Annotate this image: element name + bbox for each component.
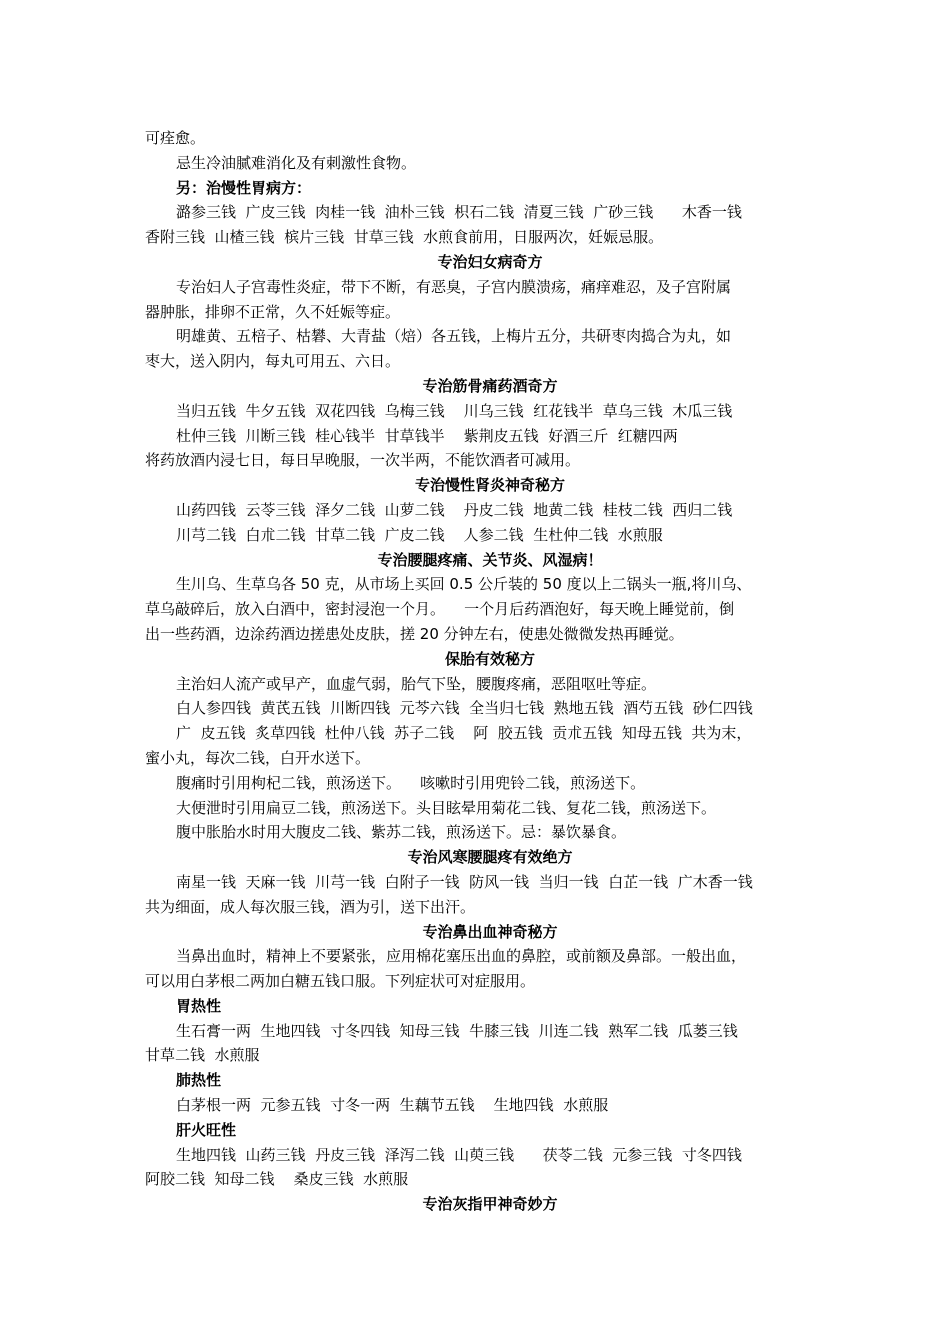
subheading: 胃热性: [176, 996, 222, 1015]
section-heading: 保胎有效秘方: [444, 649, 535, 668]
text-line: 生地四钱 山药三钱 丹皮三钱 泽泻二钱 山萸三钱 茯苓二钱 元参三钱 寸冬四钱: [176, 1145, 742, 1164]
text-line: 将药放酒内浸七日，每日早晚服，一次半两，不能饮酒者可减用。: [145, 451, 581, 470]
subheading: 肺热性: [176, 1071, 222, 1090]
text-line: 阿胶二钱 知母二钱 桑皮三钱 水煎服: [145, 1170, 409, 1189]
section-heading: 专治筋骨痛药酒奇方: [422, 376, 558, 395]
subheading: 另：治慢性胃病方：: [176, 178, 312, 197]
text-line: 甘草二钱 水煎服: [145, 1046, 260, 1065]
text-line: 潞参三钱 广皮三钱 肉桂一钱 油朴三钱 枳石二钱 清夏三钱 广砂三钱 木香一钱: [176, 203, 742, 222]
text-line: 草乌敲碎后，放入白酒中，密封浸泡一个月。 一个月后药酒泡好，每天晚上睡觉前，倒: [145, 600, 735, 619]
text-line: 专治妇人子宫毒性炎症，带下不断，有恶臭，子宫内膜溃疡，痛痒难忍，及子宫附属: [176, 277, 732, 296]
text-line: 器肿胀，排卵不正常，久不妊娠等症。: [145, 302, 401, 321]
text-line: 生川乌、生草乌各 50 克，从市场上买回 0.5 公斤装的 50 度以上二锅头一瓶,将川乌、: [176, 575, 752, 594]
text-line: 腹中胀胎水时用大腹皮二钱、紫苏二钱，煎汤送下。忌：暴饮暴食。: [176, 823, 627, 842]
section-heading: 专治鼻出血神奇秘方: [422, 922, 558, 941]
text-line: 可痊愈。: [145, 129, 206, 147]
text-line: 杜仲三钱 川断三钱 桂心钱半 甘草钱半 紫荆皮五钱 好酒三斤 红糖四两: [176, 426, 678, 445]
text-line: 主治妇人流产或早产，血虚气弱，胎气下坠，腰腹疼痛，恶阻呕吐等症。: [176, 674, 657, 693]
text-line: 腹痛时引用枸杞二钱，煎汤送下。 咳嗽时引用兜铃二钱，煎汤送下。: [176, 773, 646, 792]
text-line: 山药四钱 云苓三钱 泽夕二钱 山萝二钱 丹皮二钱 地黄二钱 桂枝二钱 西归二钱: [176, 500, 733, 519]
text-line: 枣大，送入阴内，每丸可用五、六日。: [145, 352, 401, 371]
text-line: 生石膏一两 生地四钱 寸冬四钱 知母三钱 牛膝三钱 川连二钱 熟军二钱 瓜蒌三钱: [176, 1021, 738, 1040]
text-line: 可以用白茅根二两加白糖五钱口服。下列症状可对症服用。: [145, 972, 536, 991]
text-line: 当鼻出血时，精神上不要紧张，应用棉花塞压出血的鼻腔，或前额及鼻部。一般出血，: [176, 947, 747, 966]
text-line: 白人参四钱 黄芪五钱 川断四钱 元芩六钱 全当归七钱 熟地五钱 酒芍五钱 砂仁四钱: [176, 699, 753, 718]
text-line: 大便泄时引用扁豆二钱，煎汤送下。头目眩晕用菊花二钱、复花二钱，煎汤送下。: [176, 798, 717, 817]
text-line: 出一些药酒，边涂药酒边搓患处皮肤，搓 20 分钟左右，使患处微微发热再睡觉。: [145, 624, 684, 643]
document-body: [0, 126, 950, 1217]
text-line: 蜜小丸，每次二钱，白开水送下。: [145, 748, 371, 767]
text-line: 川芎二钱 白朮二钱 甘草二钱 广皮二钱 人参二钱 生杜仲二钱 水煎服: [176, 525, 663, 544]
text-line: 明雄黄、五棓子、枯礬、大青盐（焙）各五钱，上梅片五分，共研枣肉捣合为丸，如: [176, 327, 732, 346]
text-line: 香附三钱 山楂三钱 槟片三钱 甘草三钱 水煎食前用，日服两次，妊娠忌服。: [145, 228, 664, 247]
section-heading: 专治腰腿疼痛、关节炎、风湿病！: [377, 550, 603, 569]
text-line: 白茅根一两 元参五钱 寸冬一两 生藕节五钱 生地四钱 水煎服: [176, 1096, 609, 1115]
section-heading: 专治灰指甲神奇妙方: [422, 1195, 558, 1214]
text-line: 忌生冷油腻难消化及有刺激性食物。: [176, 153, 417, 172]
section-heading: 专治风寒腰腿疼有效绝方: [407, 848, 573, 867]
text-line: 南星一钱 天麻一钱 川芎一钱 白附子一钱 防风一钱 当归一钱 白芷一钱 广木香一钱: [176, 872, 753, 891]
text-line: 共为细面，成人每次服三钱，酒为引，送下出汗。: [145, 897, 476, 916]
section-heading: 专治妇女病奇方: [437, 252, 543, 271]
section-heading: 专治慢性肾炎神奇秘方: [414, 476, 565, 495]
subheading: 肝火旺性: [176, 1120, 237, 1139]
text-line: 广 皮五钱 炙草四钱 杜仲八钱 苏子二钱 阿 胶五钱 贡朮五钱 知母五钱 共为末，: [176, 724, 752, 743]
text-line: 当归五钱 牛夕五钱 双花四钱 乌梅三钱 川乌三钱 红花钱半 草乌三钱 木瓜三钱: [176, 401, 733, 420]
